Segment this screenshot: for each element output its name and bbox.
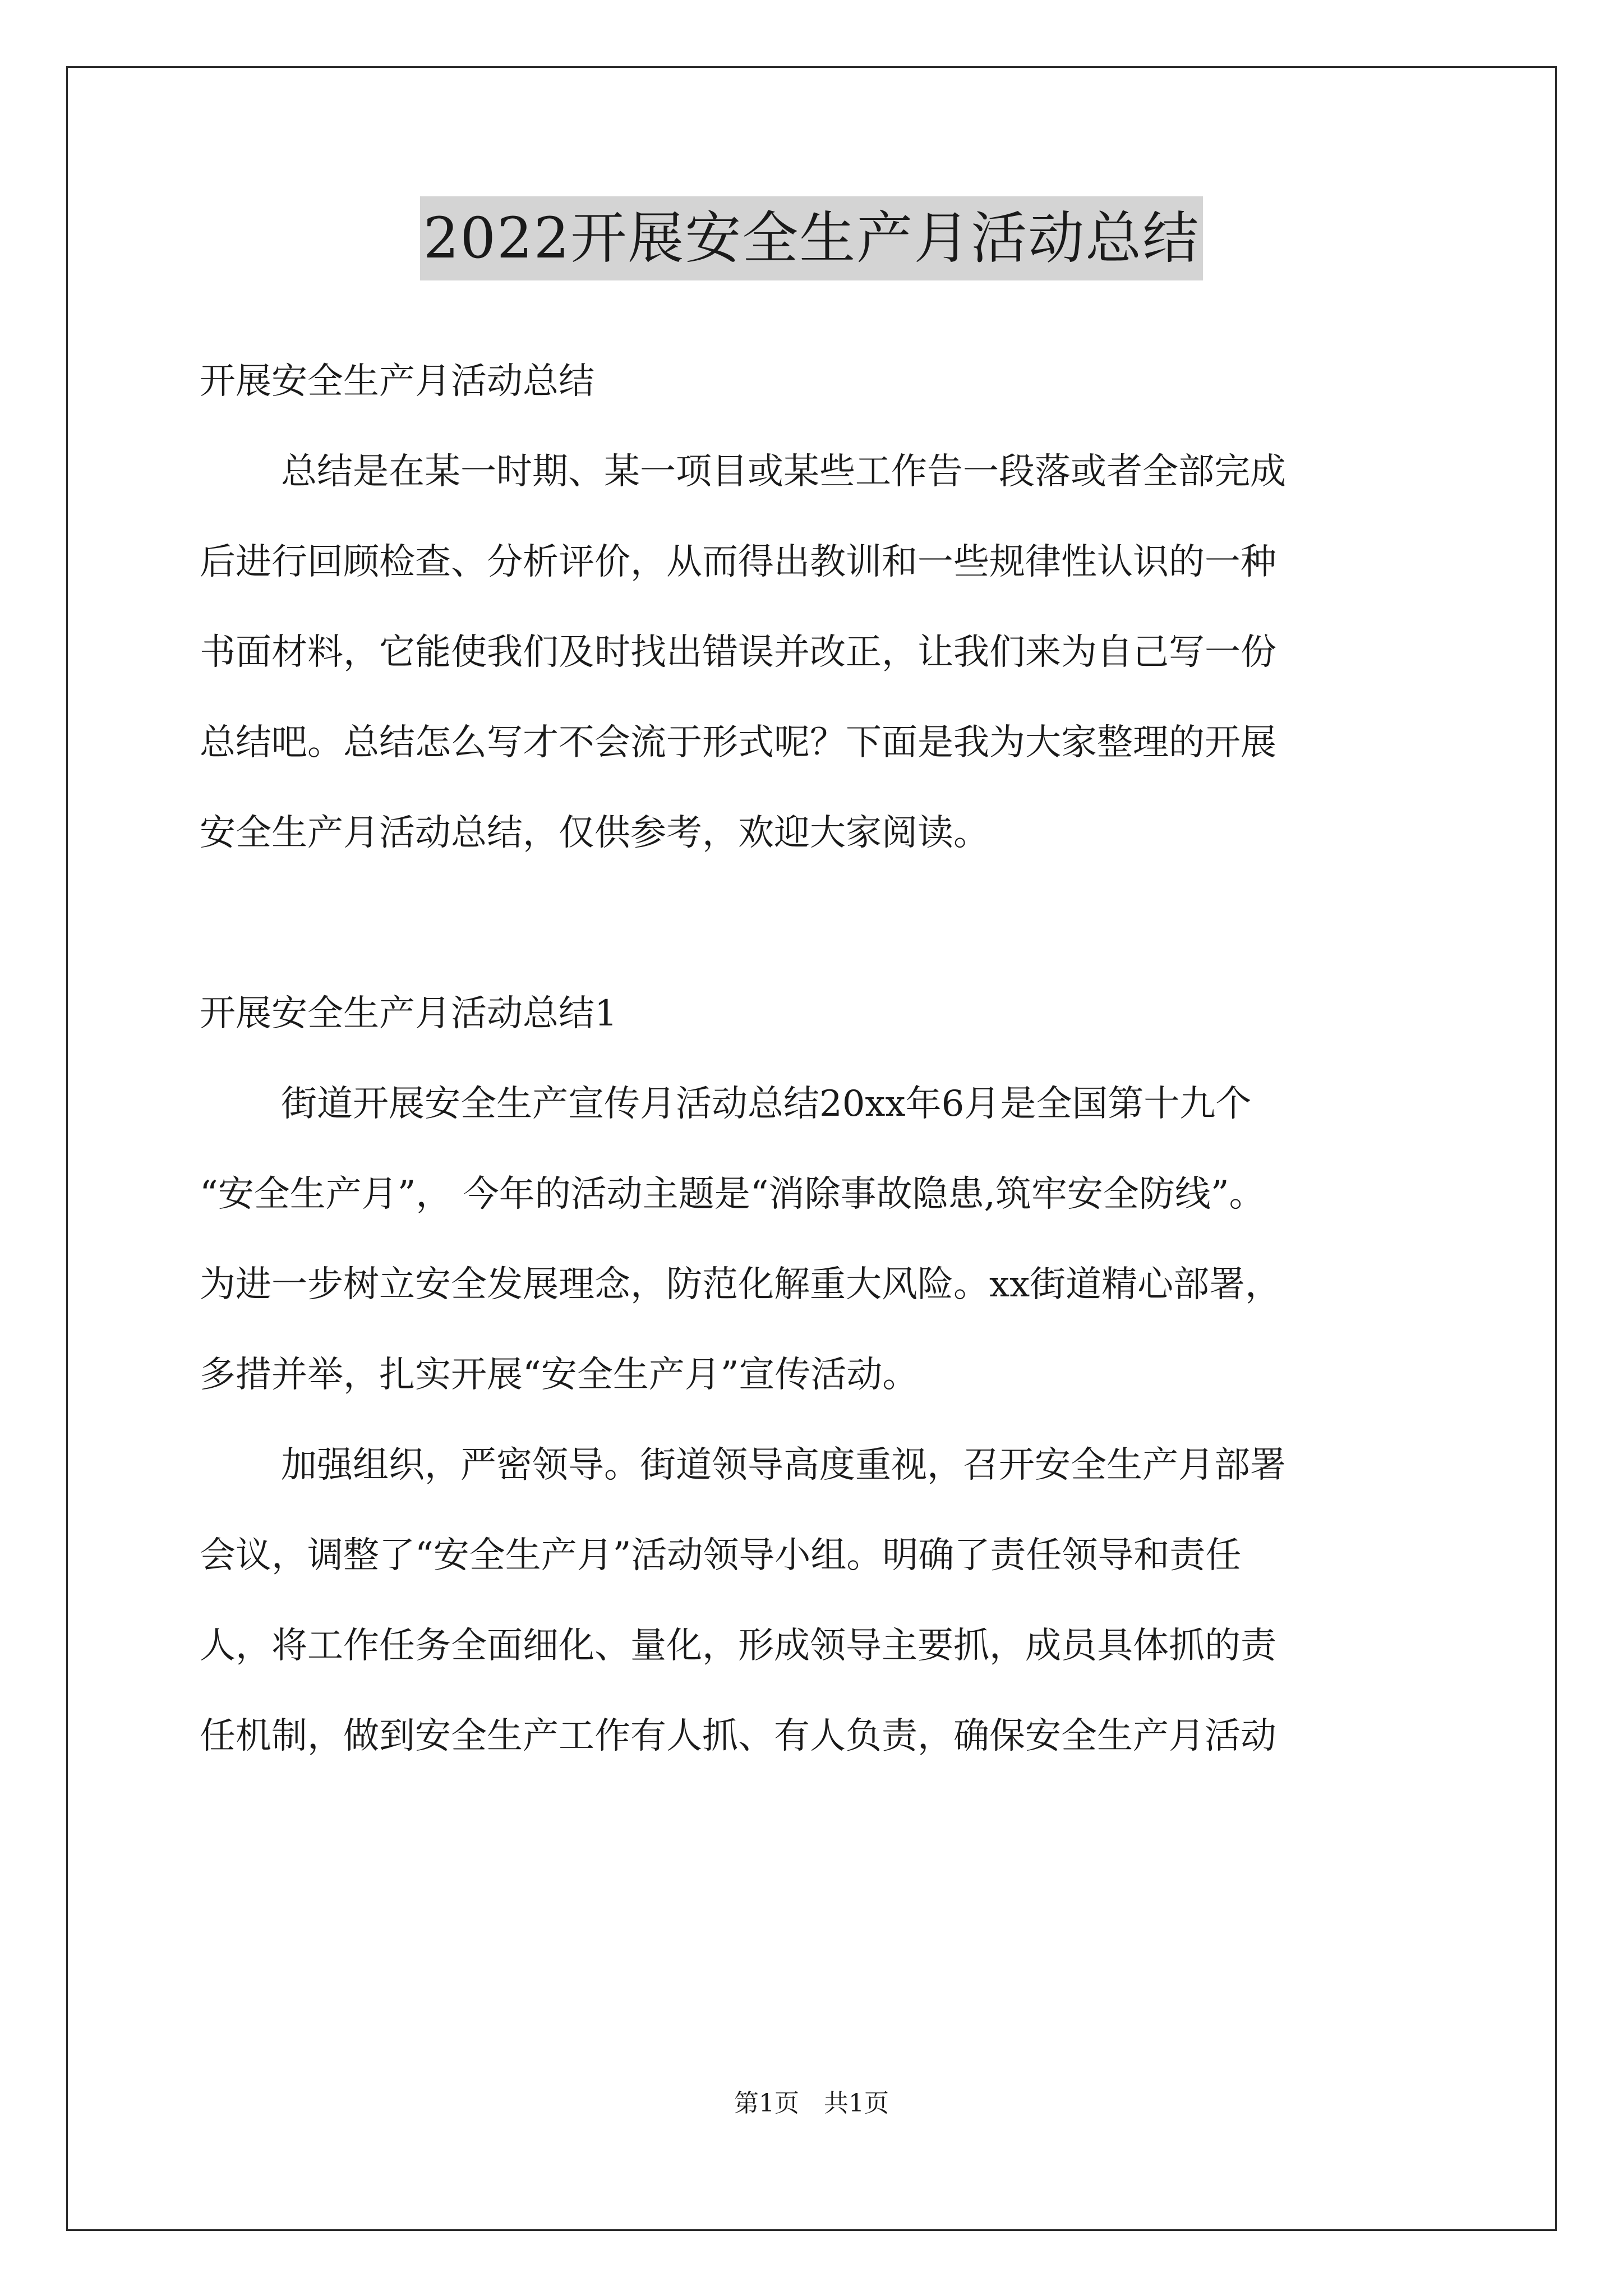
document-body — [200, 337, 1428, 1782]
page-number: 第1页 共1页 — [734, 2089, 889, 2118]
paragraph2-line: 任机制，做到安全生产工作有人抓、有人负责，确保安全生产月活动 — [200, 1715, 1276, 1757]
paragraph2-line: 人，将工作任务全面细化、量化，形成领导主要抓，成员具体抓的责 — [200, 1625, 1276, 1667]
paragraph1-line: 多措并举，扎实开展“安全生产月”宣传活动。 — [200, 1354, 919, 1396]
paragraph1-line: 为进一步树立安全发展理念，防范化解重大风险。xx街道精心部署， — [200, 1264, 1281, 1305]
title-container — [0, 196, 1623, 280]
paragraph2-line: 加强组织，严密领导。街道领导高度重视，召开安全生产月部署 — [281, 1444, 1286, 1486]
intro-line: 总结吧。总结怎么写才不会流于形式呢？下面是我为大家整理的开展 — [200, 722, 1276, 763]
document-title: 2022开展安全生产月活动总结 — [420, 196, 1204, 280]
section-heading: 开展安全生产月活动总结1 — [200, 993, 617, 1034]
paragraph1-line: 街道开展安全生产宣传月活动总结20xx年6月是全国第十九个 — [281, 1083, 1252, 1125]
subtitle: 开展安全生产月活动总结 — [200, 361, 594, 402]
intro-line: 后进行回顾检查、分析评价，从而得出教训和一些规律性认识的一种 — [200, 541, 1276, 583]
paragraph1-line: “安全生产月”， 今年的活动主题是“消除事故隐患,筑牢安全防线”。 — [200, 1174, 1265, 1215]
page-footer — [0, 2087, 1623, 2120]
paragraph2-line: 会议，调整了“安全生产月”活动领导小组。明确了责任领导和责任 — [200, 1535, 1242, 1576]
intro-line: 安全生产月活动总结，仅供参考，欢迎大家阅读。 — [200, 812, 989, 854]
intro-line: 总结是在某一时期、某一项目或某些工作告一段落或者全部完成 — [281, 451, 1286, 493]
paragraph-spacer — [200, 878, 1428, 969]
intro-line: 书面材料，它能使我们及时找出错误并改正，让我们来为自己写一份 — [200, 632, 1276, 673]
